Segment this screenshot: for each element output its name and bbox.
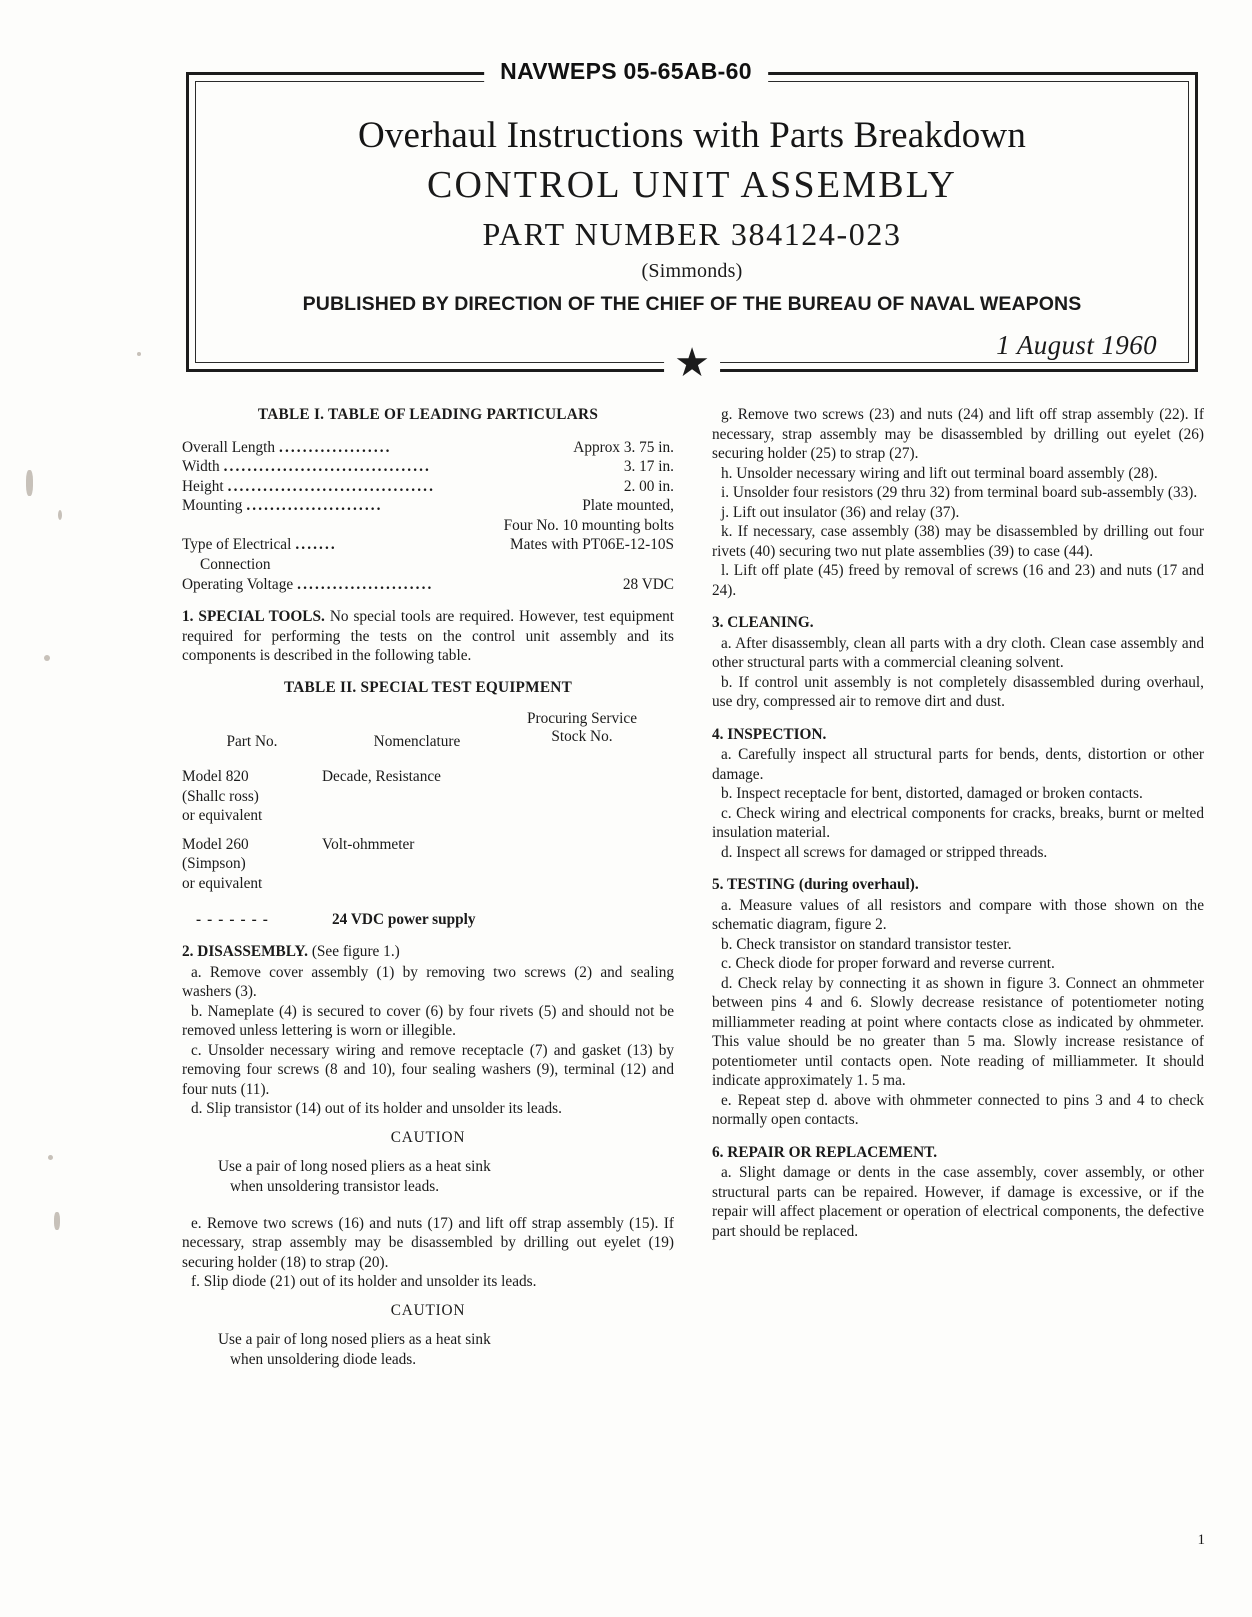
leader-dots: ................................... — [227, 477, 435, 495]
step-h: h. Unsolder necessary wiring and lift out terminal board assembly (28). — [721, 464, 1158, 482]
page-number: 1 — [1197, 1532, 1205, 1548]
inspection-step-b: b. Inspect receptacle for bent, distorted, damaged or broken contacts. — [721, 785, 1143, 802]
inspection-step-c: c. Check wiring and electrical components for cracks, breaks, burnt or melted insulation material. — [712, 804, 1204, 841]
section-heading: 4. INSPECTION. — [712, 725, 827, 743]
caution-line-2: when unsoldering diode leads. — [230, 1351, 417, 1369]
table-row — [182, 457, 674, 477]
section-inspection-heading — [712, 725, 1204, 745]
title-inner — [189, 115, 1195, 361]
scan-artifact — [44, 655, 50, 661]
leader-dots: ....................... — [246, 497, 383, 515]
section-repair-heading — [712, 1143, 1204, 1163]
table-cell-stock-no — [517, 910, 674, 930]
table-cell-value: Plate mounted, — [582, 497, 674, 515]
section-note: (See figure 1.) — [311, 943, 400, 961]
leader-dots: ....... — [295, 536, 337, 554]
right-column — [712, 405, 1204, 1241]
leader-dots: ................................... — [223, 458, 431, 476]
leader-dots: ................... — [279, 438, 392, 456]
table-row — [182, 438, 674, 458]
part-no-value: Model 260 — [182, 835, 249, 853]
table-row — [182, 496, 674, 516]
table-cell-value: 3. 17 in. — [623, 458, 674, 476]
caution-heading: CAUTION — [390, 1301, 466, 1319]
step-j: j. Lift out insulator (36) and relay (37). — [721, 503, 960, 521]
left-column — [182, 405, 674, 1370]
title-part-number: PART NUMBER 384124-023 — [482, 215, 902, 252]
scan-artifact — [54, 1212, 60, 1230]
table-cell-value: Mates with PT06E-12-10S — [509, 536, 674, 554]
part-no-sub2: or equivalent — [182, 807, 263, 825]
title-block — [186, 72, 1198, 385]
table-cell-value: Approx 3. 75 in. — [573, 438, 674, 456]
section-special-tools — [182, 607, 674, 666]
section-testing-heading — [712, 875, 1204, 895]
table-row — [182, 835, 674, 894]
table-row — [182, 575, 674, 595]
section-heading: 3. CLEANING. — [712, 614, 814, 631]
step-k: k. If necessary, case assembly (38) may be disassembled by drilling out four rivets (40) securing two nut plate assemblies (39) to case (44). — [712, 523, 1204, 560]
stock-no-label: Stock No. — [551, 728, 613, 746]
table-cell-nomenclature: Decade, Resistance — [322, 768, 441, 786]
table-row — [182, 910, 674, 930]
step-a: a. Remove cover assembly (1) by removing two screws (2) and sealing washers (3). — [182, 963, 674, 1001]
title-subtitle: Overhaul Instructions with Parts Breakdown — [357, 115, 1027, 156]
table-cell-label: Mounting — [182, 497, 243, 515]
caution-body — [182, 1330, 674, 1370]
table-cell-label: Overall Length — [182, 438, 276, 456]
step-f: f. Slip diode (21) out of its holder and unsolder its leads. — [191, 1273, 537, 1291]
document-number: NAVWEPS 05-65AB-60 — [484, 58, 768, 85]
testing-step-c: c. Check diode for proper forward and reverse current. — [721, 955, 1055, 972]
table-cell-label: Width — [182, 458, 220, 476]
star-icon: ★ — [664, 343, 720, 383]
scan-artifact — [137, 352, 141, 356]
section-heading: 6. REPAIR OR REPLACEMENT. — [712, 1143, 938, 1161]
table-row — [182, 767, 674, 826]
section-heading: 2. DISASSEMBLY. — [182, 943, 308, 961]
table-cell-value: 2. 00 in. — [623, 477, 674, 495]
testing-step-a: a. Measure values of all resistors and compare with those shown on the schematic diagram, figure 2. — [712, 896, 1204, 933]
table-cell-nomenclature: Volt-ohmmeter — [322, 835, 415, 853]
part-no-sub2: or equivalent — [182, 875, 263, 893]
caution-heading: CAUTION — [390, 1128, 466, 1146]
table-2-col3-header-spacer — [512, 732, 674, 752]
electrical-connection-sub: Connection — [200, 555, 271, 573]
step-e: e. Remove two screws (16) and nuts (17) and lift off strap assembly (15). If necessary, strap assembly may be disassembled by drilling out eyelet (19) securing holder (18) to strap (20). — [182, 1214, 674, 1271]
part-no-value: Model 820 — [182, 768, 249, 786]
title-authority: PUBLISHED BY DIRECTION OF THE CHIEF OF THE BUREAU OF NAVAL WEAPONS — [302, 292, 1082, 315]
caution-line-2: when unsoldering transistor leads. — [230, 1178, 440, 1196]
step-i: i. Unsolder four resistors (29 thru 32) from terminal board sub-assembly (33). — [721, 484, 1198, 501]
table-cell-part-no — [182, 767, 322, 826]
step-d: d. Slip transistor (14) out of its holder and unsolder its leads. — [191, 1100, 562, 1118]
table-2-col2-header: Nomenclature — [373, 733, 461, 751]
table-row — [182, 535, 674, 555]
procuring-service-label: Procuring Service — [526, 710, 638, 728]
table-cell-nomenclature: 24 VDC power supply — [332, 910, 476, 928]
title-date: 1 August 1960 — [996, 329, 1157, 360]
mounting-continuation: Four No. 10 mounting bolts — [503, 516, 674, 534]
title-main: CONTROL UNIT ASSEMBLY — [426, 164, 958, 207]
scan-artifact — [26, 470, 33, 496]
title-manufacturer: (Simmonds) — [641, 259, 743, 282]
table-cell-part-no — [182, 835, 322, 894]
table-cell-label: Height — [182, 477, 224, 495]
section-body: No special tools are required. However, test equipment required for performing the tests on the control unit assembly and its components is described in the following table. — [182, 608, 675, 665]
testing-step-b: b. Check transistor on standard transistor tester. — [721, 935, 1012, 953]
leader-dots: ....................... — [297, 575, 434, 593]
scan-artifact — [48, 1155, 53, 1160]
cleaning-step-b: b. If control unit assembly is not completely disassembled during overhaul, use dry, compressed air to remove dirt and dust. — [712, 673, 1204, 710]
testing-step-d: d. Check relay by connecting it as shown in figure 3. Connect an ohmmeter between pins 4 and 6. Slowly decrease resistance of potentiometer noting milliammeter reading at point where contacts close as indicated by ohmmeter. This value should be no greater than 5 ma. Slowly increase resistance of potentiometer until contacts open. Note reading of milliammeter. It should indicate approximately 1. 5 ma. — [712, 974, 1204, 1089]
section-disassembly — [182, 942, 674, 962]
scan-artifact — [58, 510, 62, 520]
section-cleaning-heading — [712, 613, 1204, 633]
table-2-title: TABLE II. SPECIAL TEST EQUIPMENT — [283, 678, 573, 696]
step-b: b. Nameplate (4) is secured to cover (6) by four rivets (5) and should not be removed unless lettering is worn or illegible. — [182, 1002, 674, 1040]
inspection-step-a: a. Carefully inspect all structural parts for bends, dents, distortion or other damage. — [712, 746, 1204, 783]
table-1-title: TABLE I. TABLE OF LEADING PARTICULARS — [257, 406, 599, 423]
step-c: c. Unsolder necessary wiring and remove receptacle (7) and gasket (13) by removing four screws (8 and 10), four sealing washers (9), terminal (12) and four nuts (11). — [182, 1041, 674, 1098]
part-no-sub1: (Simpson) — [182, 855, 246, 873]
section-heading: 1. SPECIAL TOOLS. — [182, 608, 325, 626]
step-l: l. Lift off plate (45) freed by removal of screws (16 and 23) and nuts (17 and 24). — [712, 562, 1204, 599]
cleaning-step-a: a. After disassembly, clean all parts with a dry cloth. Clean case assembly and other structural parts with a commercial cleaning solvent. — [712, 634, 1204, 671]
table-cell-stock-no — [512, 835, 674, 894]
section-heading: 5. TESTING (during overhaul). — [712, 876, 919, 893]
testing-step-e: e. Repeat step d. above with ohmmeter connected to pins 3 and 4 to check normally open contacts. — [712, 1091, 1204, 1128]
table-cell-part-no: - - - - - - - — [196, 910, 269, 928]
inspection-step-d: d. Inspect all screws for damaged or stripped threads. — [721, 843, 1048, 861]
repair-step-a: a. Slight damage or dents in the case assembly, cover assembly, or other structural parts can be repaired. However, if damage is excessive, or if the repair will affect placement or operation of electrical components, the defective part should be replaced. — [712, 1164, 1204, 1240]
part-no-sub1: (Shallc ross) — [182, 787, 259, 805]
table-2-header — [182, 710, 674, 758]
table-cell-stock-no — [512, 767, 674, 826]
caution-body — [182, 1157, 674, 1197]
table-row — [182, 477, 674, 497]
table-cell-label: Type of Electrical — [182, 536, 292, 554]
caution-line-1: Use a pair of long nosed pliers as a heat sink — [218, 1331, 491, 1349]
table-cell-label: Operating Voltage — [182, 575, 294, 593]
table-cell-value: 28 VDC — [622, 575, 674, 593]
table-2-col1-header: Part No. — [226, 733, 278, 751]
step-g: g. Remove two screws (23) and nuts (24) and lift off strap assembly (22). If necessary, strap assembly may be disassembled by drilling out eyelet (26) securing holder (25) to strap (27). — [712, 406, 1204, 462]
caution-line-1: Use a pair of long nosed pliers as a heat sink — [218, 1158, 491, 1176]
